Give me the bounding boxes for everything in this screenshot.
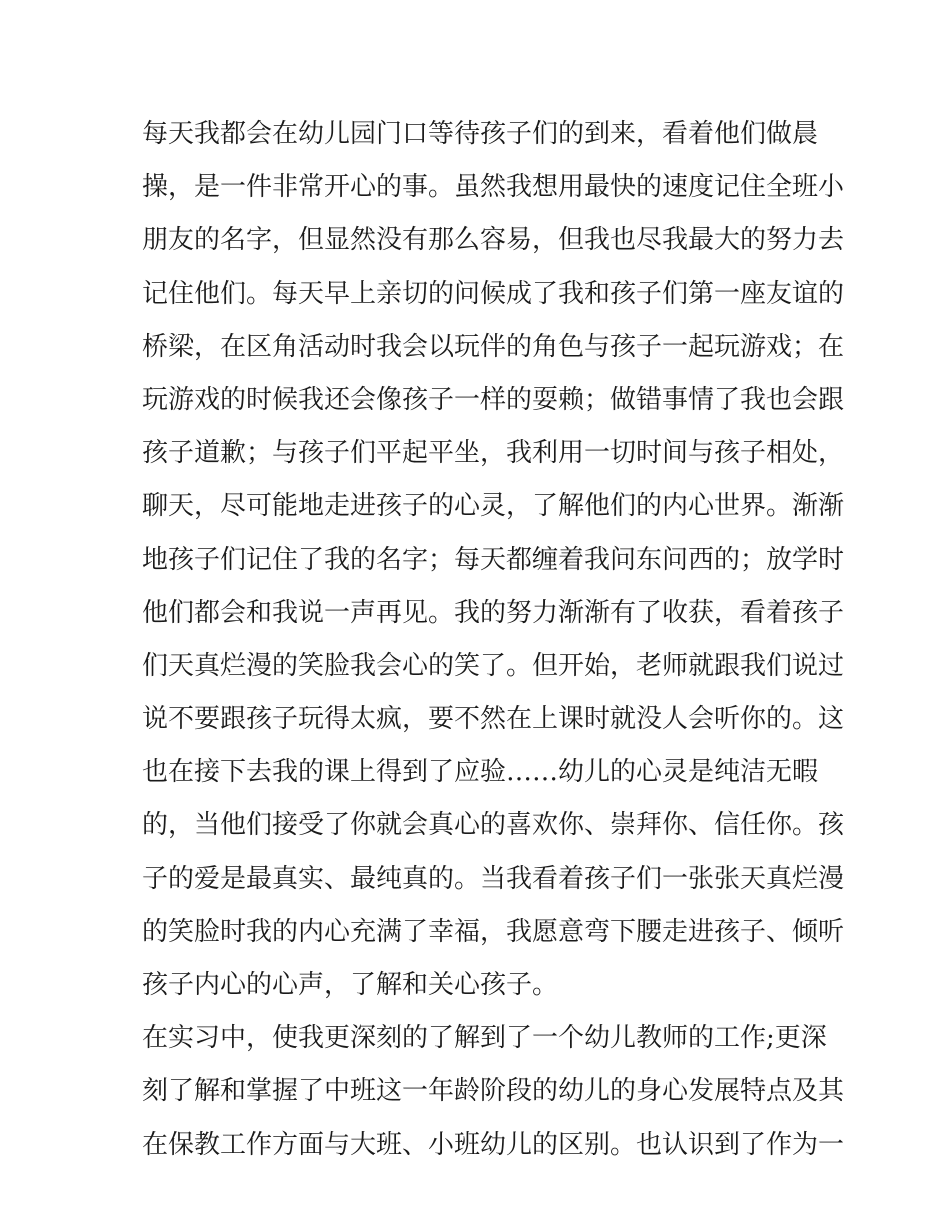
- text-line: 朋友的名字，但显然没有那么容易，但我也尽我最大的努力去: [142, 225, 845, 256]
- text-line: 子的爱是最真实、最纯真的。当我看着孩子们一张张天真烂漫: [142, 863, 845, 894]
- text-line: 玩游戏的时候我还会像孩子一样的耍赖；做错事情了我也会跟: [142, 384, 845, 415]
- text-line: 在保教工作方面与大班、小班幼儿的区别。也认识到了作为一: [142, 1129, 845, 1160]
- text-line: 在实习中，使我更深刻的了解到了一个幼儿教师的工作;更深: [142, 1023, 827, 1054]
- text-line: 的，当他们接受了你就会真心的喜欢你、崇拜你、信任你。孩: [142, 810, 845, 841]
- text-line: 的笑脸时我的内心充满了幸福，我愿意弯下腰走进孩子、倾听: [142, 916, 845, 947]
- text-line: 也在接下去我的课上得到了应验……幼儿的心灵是纯洁无暇: [142, 757, 819, 788]
- text-line: 他们都会和我说一声再见。我的努力渐渐有了收获，看着孩子: [142, 597, 845, 628]
- text-line: 桥梁，在区角活动时我会以玩伴的角色与孩子一起玩游戏；在: [142, 331, 845, 362]
- body-text: [142, 108, 845, 1172]
- text-line: 孩子内心的心声，了解和关心孩子。: [142, 970, 559, 1000]
- text-line: 每天我都会在幼儿园门口等待孩子们的到来，看着他们做晨: [142, 119, 819, 149]
- text-line: 聊天，尽可能地走进孩子的心灵，了解他们的内心世界。渐渐: [142, 491, 845, 522]
- text-line: 地孩子们记住了我的名字；每天都缠着我问东问西的；放学时: [142, 544, 845, 575]
- text-line: 说不要跟孩子玩得太疯，要不然在上课时就没人会听你的。这: [142, 704, 845, 735]
- text-line: 们天真烂漫的笑脸我会心的笑了。但开始，老师就跟我们说过: [142, 650, 845, 681]
- text-line: 刻了解和掌握了中班这一年龄阶段的幼儿的身心发展特点及其: [142, 1076, 845, 1107]
- text-line: 记住他们。每天早上亲切的问候成了我和孩子们第一座友谊的: [142, 278, 845, 309]
- text-line: 操，是一件非常开心的事。虽然我想用最快的速度记住全班小: [142, 172, 845, 203]
- text-line: 孩子道歉；与孩子们平起平坐，我利用一切时间与孩子相处，: [142, 438, 845, 469]
